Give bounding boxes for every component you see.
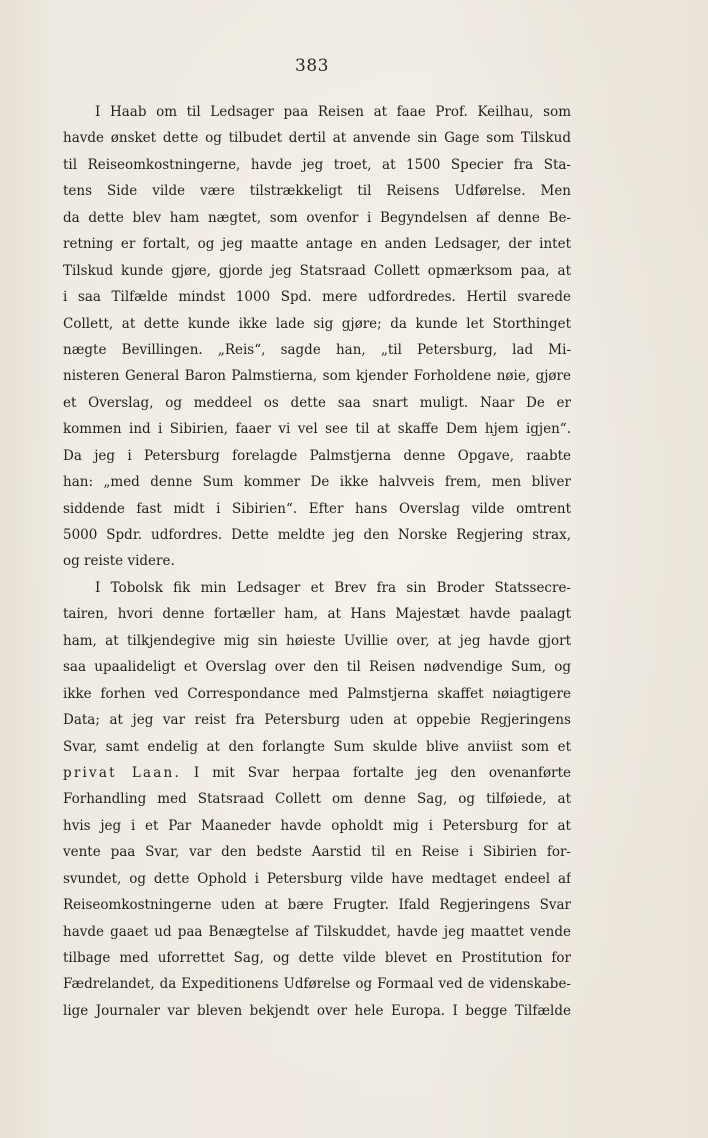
text-line: svundet, og dette Ophold i Petersburg vilde have medtaget endeel af bbox=[63, 870, 571, 887]
text-line: lige Journaler var bleven bekjendt over hele Europa. I begge Tilfælde bbox=[63, 1002, 571, 1019]
text-line: i saa Tilfælde mindst 1000 Spd. mere udfordredes. Hertil svarede bbox=[63, 289, 571, 306]
text-line: vente paa Svar, var den bedste Aarstid til en Reise i Sibirien for- bbox=[63, 844, 571, 861]
text-line: tilbage med uforrettet Sag, og dette vilde blevet en Prostitution for bbox=[63, 950, 571, 966]
text-line: tens Side vilde være tilstrækkeligt til Reisens Udførelse. Men bbox=[63, 183, 571, 200]
emphasized-text: privat Laan. bbox=[63, 764, 181, 781]
body-text bbox=[63, 99, 571, 1024]
text-line: nisteren General Baron Palmstierna, som kjender Forholdene nøie, gjøre bbox=[63, 368, 571, 385]
text-line: I Haab om til Ledsager paa Reisen at faae Prof. Keilhau, som bbox=[95, 104, 571, 120]
page-number: 383 bbox=[295, 56, 329, 76]
text-line: Data; at jeg var reist fra Petersburg uden at oppebie Regjeringens bbox=[63, 712, 571, 729]
text-line: kommen ind i Sibirien, faaer vi vel see til at skaffe Dem hjem igjen“. bbox=[63, 421, 571, 438]
text-line: Reiseomkostningerne uden at bære Frugter. Ifald Regjeringens Svar bbox=[63, 897, 571, 914]
text-line: havde gaaet ud paa Benægtelse af Tilskuddet, havde jeg maattet vende bbox=[63, 923, 571, 940]
text-line: Da jeg i Petersburg forelagde Palmstjerna denne Opgave, raabte bbox=[63, 447, 571, 464]
text-line: nægte Bevillingen. „Reis“, sagde han, „til Petersburg, lad Mi- bbox=[63, 341, 571, 358]
text-line: retning er fortalt, og jeg maatte antage en anden Ledsager, der intet bbox=[63, 236, 571, 253]
text-line: havde ønsket dette og tilbudet dertil at anvende sin Gage som Tilskud bbox=[63, 130, 571, 147]
text-line: saa upaalideligt et Overslag over den til Reisen nødvendige Sum, og bbox=[63, 659, 571, 676]
text-line: et Overslag, og meddeel os dette saa snart muligt. Naar De er bbox=[63, 394, 571, 411]
text-line: tairen, hvori denne fortæller ham, at Hans Majestæt havde paalagt bbox=[63, 606, 571, 623]
text-line: han: „med denne Sum kommer De ikke halvveis frem, men bliver bbox=[63, 474, 571, 491]
text-line: privat Laan. I mit Svar herpaa fortalte jeg den ovenanførte bbox=[63, 764, 571, 781]
text-line: Svar, samt endelig at den forlangte Sum skulde blive anviist som et bbox=[63, 738, 571, 755]
text-line: da dette blev ham nægtet, som ovenfor i Begyndelsen af denne Be- bbox=[63, 209, 571, 226]
text-line: og reiste videre. bbox=[63, 553, 175, 570]
text-line: siddende fast midt i Sibirien“. Efter hans Overslag vilde omtrent bbox=[63, 500, 571, 517]
text-line: til Reiseomkostningerne, havde jeg troet, at 1500 Specier fra Sta- bbox=[63, 156, 571, 173]
text-line: Collett, at dette kunde ikke lade sig gjøre; da kunde let Storthinget bbox=[63, 315, 571, 332]
text-line: ham, at tilkjendegive mig sin høieste Uvillie over, at jeg havde gjort bbox=[63, 632, 571, 649]
text-line: Forhandling med Statsraad Collett om denne Sag, og tilføiede, at bbox=[63, 791, 571, 808]
text-line: Tilskud kunde gjøre, gjorde jeg Statsraad Collett opmærksom paa, at bbox=[63, 262, 571, 279]
text-line: ikke forhen ved Correspondance med Palmstjerna skaffet nøiagtigere bbox=[63, 685, 571, 702]
text-line: 5000 Spdr. udfordres. Dette meldte jeg den Norske Regjering strax, bbox=[63, 527, 571, 543]
text-line: Fædrelandet, da Expeditionens Udførelse og Formaal ved de videnskabe- bbox=[63, 976, 571, 993]
text-line: hvis jeg i et Par Maaneder havde opholdt mig i Petersburg for at bbox=[63, 817, 571, 834]
text-line: I Tobolsk fik min Ledsager et Brev fra sin Broder Statssecre- bbox=[95, 579, 571, 596]
